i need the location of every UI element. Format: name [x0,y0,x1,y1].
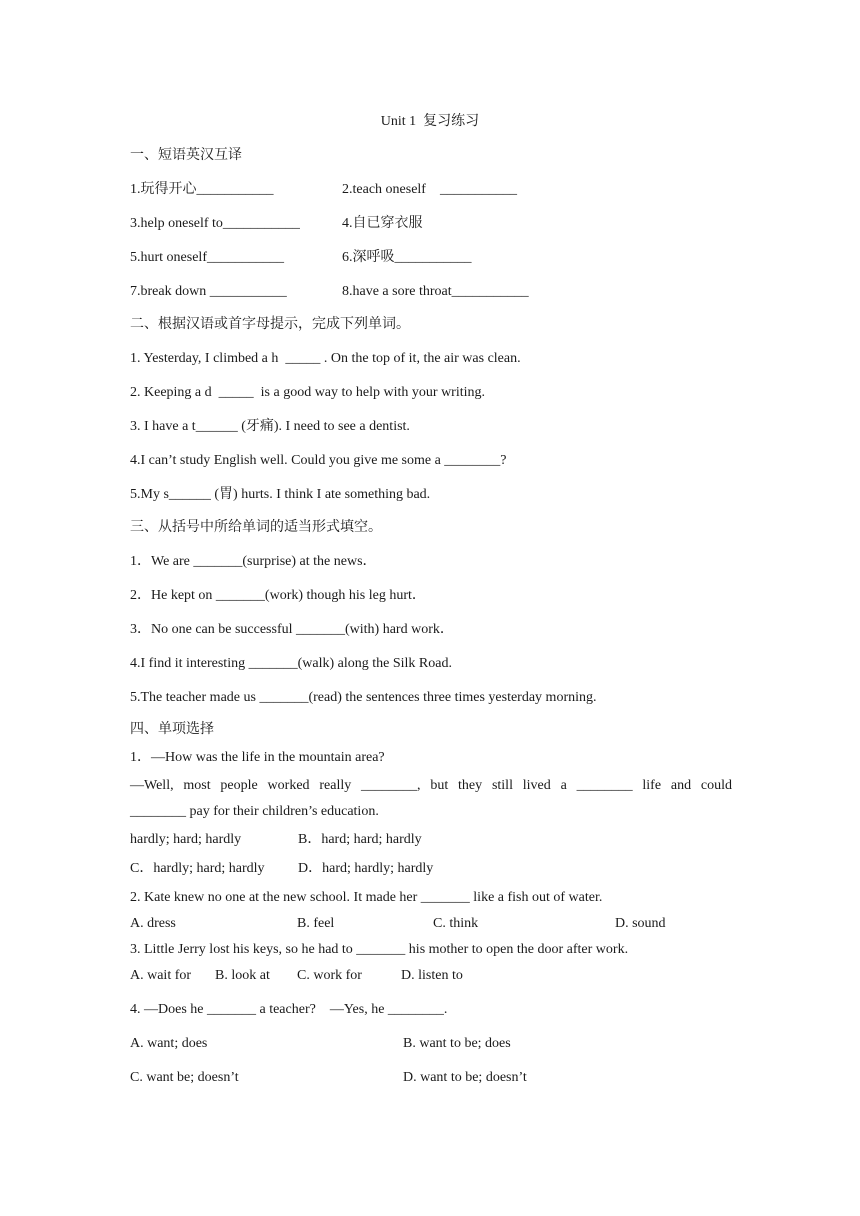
mc-option: C．hardly; hard; hardly [130,861,265,876]
question-item: 5.The teacher made us _______(read) the sentences three times yesterday morning. [130,690,597,705]
section-heading-1: 一、短语英汉互译 [130,148,242,163]
question-item: 1．We are _______(surprise) at the news． [130,554,377,569]
mc-option: D. listen to [401,968,463,983]
page-title: Unit 1 复习练习 [380,114,480,129]
question-item: 1. Yesterday, I climbed a h _____ . On the top of it, the air was clean. [130,351,521,366]
question-item: 4.I find it interesting _______(walk) along the Silk Road. [130,656,452,671]
mc-option: D. sound [615,916,666,931]
mc-option: A. dress [130,916,176,931]
section-heading-3: 三、从括号中所给单词的适当形式填空。 [130,520,382,535]
mc-question-stem: 1．—How was the life in the mountain area? [130,750,385,765]
section-heading-2: 二、根据汉语或首字母提示，完成下列单词。 [130,317,410,332]
question-item: 4.I can’t study English well. Could you give me some a ________? [130,453,507,468]
phrase-item: 8.have a sore throat___________ [342,284,529,299]
mc-option: A. wait for [130,968,192,983]
mc-option: D. want to be; doesn’t [403,1070,527,1085]
phrase-item: 4.自已穿衣服 [342,216,423,231]
mc-option: C. want be; doesn’t [130,1070,239,1085]
mc-option: B. want to be; does [403,1036,511,1051]
mc-question-stem: 4. —Does he _______ a teacher? —Yes, he ________. [130,1002,448,1017]
mc-question-stem: 2. Kate knew no one at the new school. It made her _______ like a fish out of water. [130,890,603,905]
question-item: 5.My s______ (胃) hurts. I think I ate something bad. [130,487,431,502]
mc-question-stem: —Well, most people worked really ________, but they still lived a ________ life and could [130,778,732,793]
mc-option: C. work for [297,968,362,983]
question-item: 3．No one can be successful _______(with) hard work． [130,622,454,637]
mc-option: B. feel [297,916,335,931]
mc-option: A. want; does [130,1036,208,1051]
question-item: 2．He kept on _______(work) though his leg hurt． [130,588,426,603]
phrase-item: 6.深呼吸___________ [342,250,472,265]
mc-question-stem: 3. Little Jerry lost his keys, so he had to _______ his mother to open the door after work. [130,942,629,957]
phrase-item: 5.hurt oneself___________ [130,250,284,265]
phrase-item: 2.teach oneself ___________ [342,182,517,197]
mc-option: C. think [433,916,479,931]
mc-option: B. look at [215,968,270,983]
mc-option: B．hard; hard; hardly [298,832,422,847]
mc-option: hardly; hard; hardly [130,832,242,847]
question-item: 3. I have a t______ (牙痛). I need to see a dentist. [130,419,410,434]
phrase-item: 1.玩得开心___________ [130,182,274,197]
phrase-item: 3.help oneself to___________ [130,216,300,231]
section-heading-4: 四、单项选择 [130,722,214,737]
mc-option: D．hard; hardly; hardly [298,861,434,876]
question-item: 2. Keeping a d _____ is a good way to help with your writing. [130,385,486,400]
mc-question-stem: ________ pay for their children’s education. [130,804,379,819]
phrase-item: 7.break down ___________ [130,284,287,299]
